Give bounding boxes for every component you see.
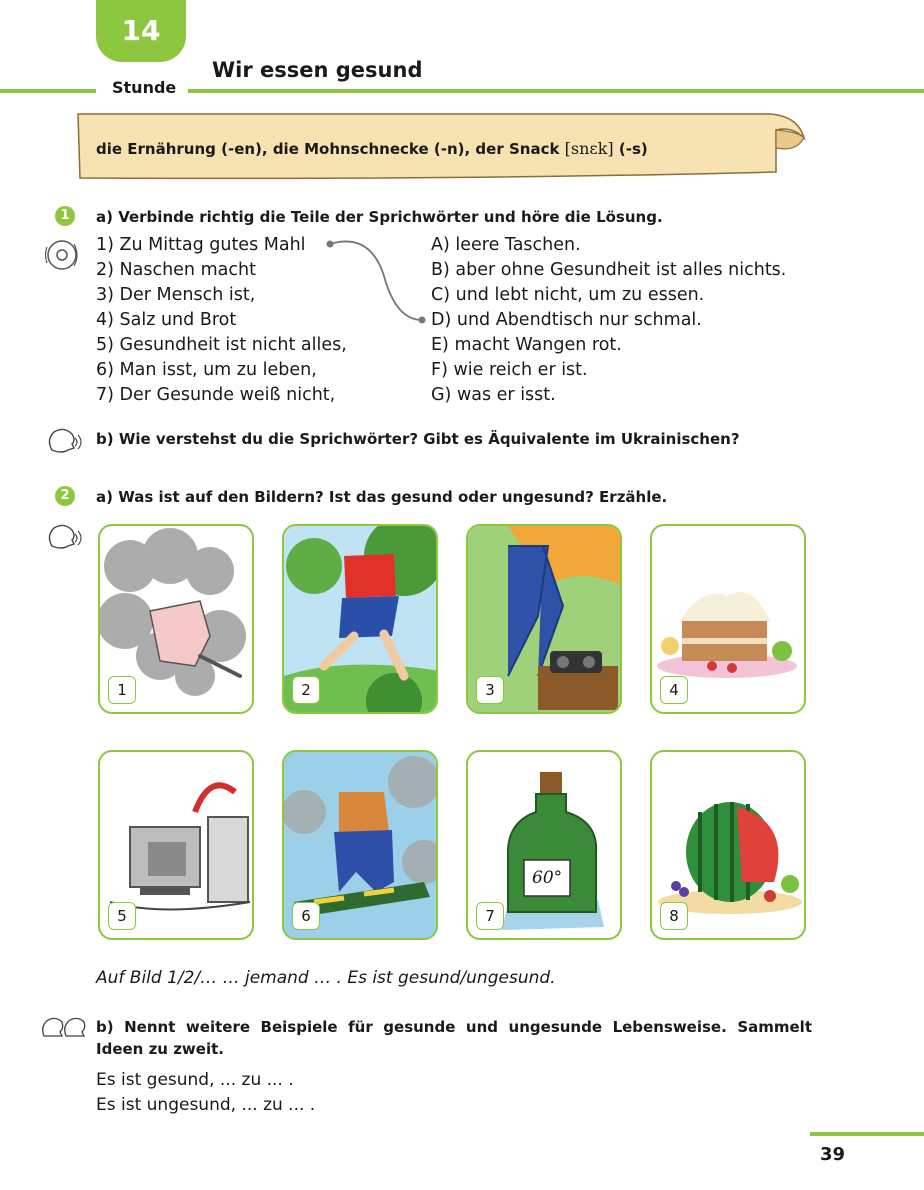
proverb-left-1[interactable]: 1) Zu Mittag gutes Mahl [96, 235, 306, 255]
picture-6-number: 6 [292, 902, 320, 930]
picture-2-number: 2 [292, 676, 320, 704]
pair-work-heads-icon [40, 1014, 88, 1042]
speech-pattern: Auf Bild 1/2/… … jemand … . Es ist gesund/ungesund. [96, 968, 556, 988]
vocab-words: die Ernährung (-en), die Mohnschnecke (-n), der Snack [96, 140, 560, 158]
picture-7-alcohol-bottle[interactable] [466, 750, 622, 940]
task-2a-instruction: a) Was ist auf den Bildern? Ist das gesund oder ungesund? Erzähle. [96, 488, 668, 506]
proverb-right-b[interactable]: B) aber ohne Gesundheit ist alles nichts. [431, 260, 787, 280]
page-number: 39 [820, 1144, 846, 1165]
cd-audio-icon [44, 238, 84, 272]
picture-6-skateboard[interactable] [282, 750, 438, 940]
proverb-left-7[interactable]: 7) Der Gesunde weiß nicht, [96, 385, 336, 405]
lesson-label: Stunde [112, 78, 177, 97]
picture-3-number: 3 [476, 676, 504, 704]
picture-4-number: 4 [660, 676, 688, 704]
proverb-right-e[interactable]: E) macht Wangen rot. [431, 335, 622, 355]
matching-connector-line [322, 236, 442, 332]
proverb-left-3[interactable]: 3) Der Mensch ist, [96, 285, 256, 305]
task-2b-instruction: b) Nennt weitere Beispiele für gesunde und ungesunde Lebensweise. Sammelt Ideen zu zweit. [96, 1018, 812, 1058]
vocab-ipa: [snɛk] [564, 139, 614, 158]
task-2-badge: 2 [55, 486, 75, 506]
picture-1-smoking[interactable] [98, 524, 254, 714]
proverb-left-4[interactable]: 4) Salz und Brot [96, 310, 237, 330]
proverb-left-5[interactable]: 5) Gesundheit ist nicht alles, [96, 335, 347, 355]
sentence-frame-unhealthy: Es ist ungesund, ... zu ... . [96, 1095, 316, 1115]
picture-5-number: 5 [108, 902, 136, 930]
picture-8-number: 8 [660, 902, 688, 930]
picture-2-running[interactable] [282, 524, 438, 714]
task-1-badge: 1 [55, 206, 75, 226]
picture-8-watermelon-fruit[interactable] [650, 750, 806, 940]
picture-3-dancing-radio[interactable] [466, 524, 622, 714]
proverb-right-f[interactable]: F) wie reich er ist. [431, 360, 588, 380]
footer-rule [810, 1132, 924, 1136]
proverb-right-c[interactable]: C) und lebt nicht, um zu essen. [431, 285, 705, 305]
proverb-right-g[interactable]: G) was er isst. [431, 385, 556, 405]
picture-5-computer[interactable] [98, 750, 254, 940]
proverb-left-2[interactable]: 2) Naschen macht [96, 260, 256, 280]
picture-1-number: 1 [108, 676, 136, 704]
vocab-line [96, 139, 648, 158]
sentence-frame-healthy: Es ist gesund, ... zu ... . [96, 1070, 294, 1090]
proverb-left-6[interactable]: 6) Man isst, um zu leben, [96, 360, 317, 380]
proverb-right-d[interactable]: D) und Abendtisch nur schmal. [431, 310, 702, 330]
proverb-right-a[interactable]: A) leere Taschen. [431, 235, 581, 255]
bottle-label: 60° [532, 868, 563, 888]
vocab-suffix: (-s) [618, 140, 648, 158]
speaking-head-icon [44, 522, 84, 552]
picture-7-number: 7 [476, 902, 504, 930]
task-1a-instruction: a) Verbinde richtig die Teile der Sprichwörter und höre die Lösung. [96, 208, 663, 226]
picture-4-cake-sweets[interactable] [650, 524, 806, 714]
task-1b-instruction: b) Wie verstehst du die Sprichwörter? Gibt es Äquivalente im Ukrainischen? [96, 430, 740, 448]
speaking-head-icon [44, 426, 84, 456]
header-rule-right [188, 89, 924, 93]
page-title: Wir essen gesund [212, 58, 423, 82]
lesson-number-tab: 14 [96, 0, 186, 62]
header-rule-left [0, 89, 96, 93]
